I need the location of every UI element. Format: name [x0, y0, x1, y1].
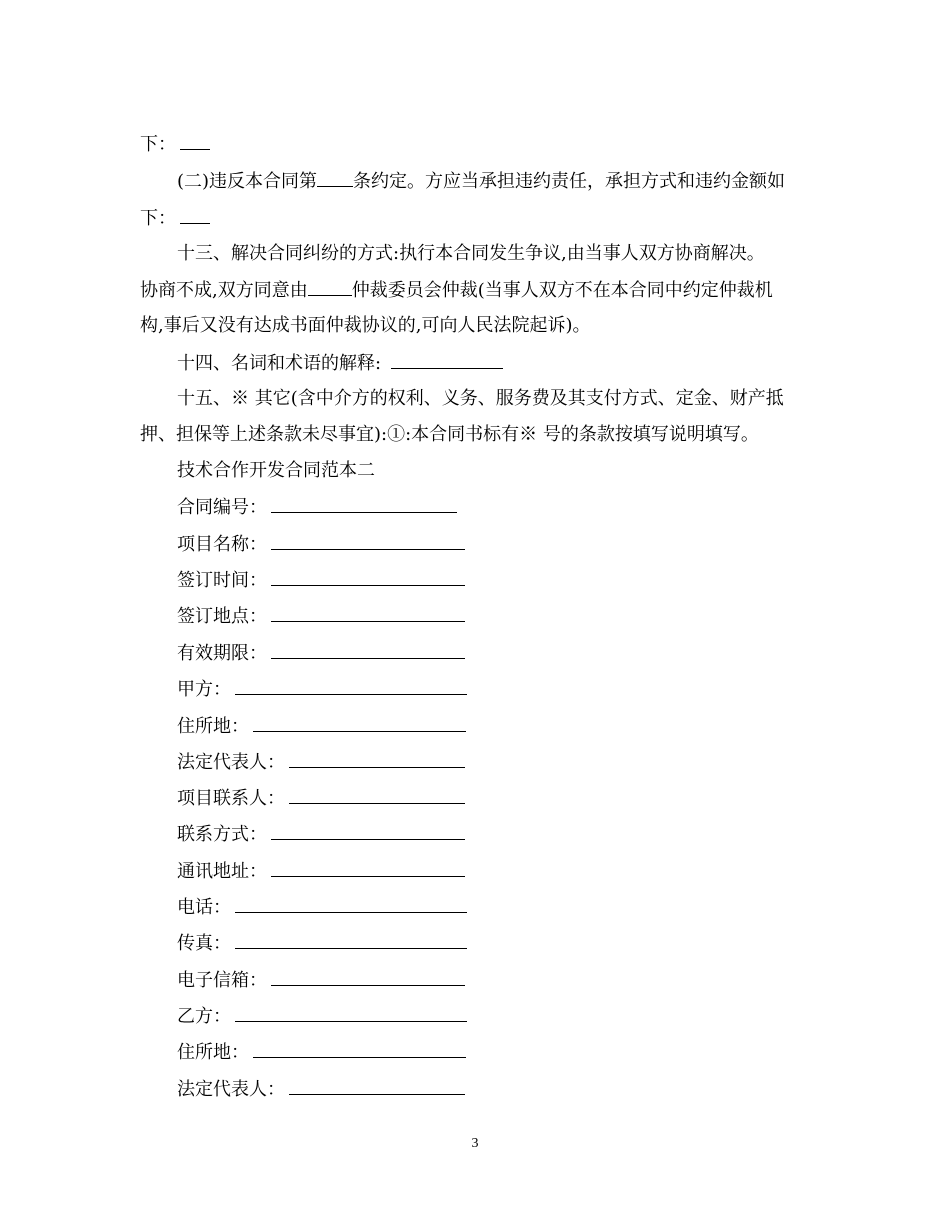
fill-blank	[271, 567, 465, 586]
field-label: 电子信箱：	[177, 970, 267, 991]
fill-blank	[271, 821, 465, 840]
paragraph-line	[177, 241, 765, 267]
form-field-email	[177, 967, 465, 994]
paragraph-line	[177, 386, 784, 412]
section-title	[177, 458, 375, 484]
text-segment: 下：	[140, 208, 176, 229]
field-label: 合同编号：	[177, 497, 267, 518]
form-field-contact-method	[177, 821, 465, 848]
form-field-fax	[177, 930, 467, 957]
field-label: 法定代表人：	[177, 1079, 285, 1100]
fill-blank	[253, 1039, 466, 1058]
form-field-party-b	[177, 1003, 467, 1030]
fill-blank	[271, 640, 465, 659]
field-label: 住所地：	[177, 1042, 249, 1063]
form-field-validity	[177, 640, 465, 667]
fill-blank	[391, 350, 503, 369]
form-field-phone	[177, 894, 467, 921]
fill-blank	[271, 603, 465, 622]
form-field-project-contact	[177, 785, 465, 812]
fill-blank	[271, 967, 465, 986]
text-segment: 协商不成,双方同意由	[140, 280, 308, 301]
text-segment: 押、担保等上述条款未尽事宜):①:本合同书标有※ 号的条款按填写说明填写。	[140, 424, 759, 445]
form-field-legal-rep-b	[177, 1076, 465, 1103]
fill-blank	[317, 168, 353, 187]
field-label: 有效期限：	[177, 643, 267, 664]
paragraph-line	[140, 131, 210, 158]
form-field-mailing-address	[177, 858, 465, 885]
text-segment: 仲裁委员会仲裁(当事人双方不在本合同中约定仲裁机	[351, 280, 773, 301]
field-label: 住所地：	[177, 716, 249, 737]
field-label: 项目联系人：	[177, 788, 285, 809]
text-segment: 技术合作开发合同范本二	[177, 460, 375, 481]
fill-blank	[289, 749, 465, 768]
form-field-address-b	[177, 1039, 466, 1066]
text-segment: 十三、解决合同纠纷的方式:执行本合同发生争议,由当事人双方协商解决。	[177, 243, 765, 264]
fill-blank	[271, 858, 465, 877]
text-segment: 下：	[140, 134, 176, 155]
paragraph-line	[140, 422, 759, 448]
fill-blank	[271, 494, 457, 513]
form-field-project-name	[177, 531, 465, 558]
field-label: 甲方：	[177, 679, 231, 700]
fill-blank	[180, 205, 210, 224]
fill-blank	[271, 531, 465, 550]
field-label: 传真：	[177, 933, 231, 954]
field-label: 乙方：	[177, 1006, 231, 1027]
fill-blank	[253, 713, 466, 732]
field-label: 法定代表人：	[177, 752, 285, 773]
field-label: 签订时间：	[177, 570, 267, 591]
field-label: 项目名称：	[177, 534, 267, 555]
paragraph-line	[177, 168, 785, 195]
text-segment: 条约定。方应当承担违约责任，承担方式和违约金额如	[353, 171, 786, 192]
field-label: 电话：	[177, 897, 231, 918]
text-segment: 十五、※ 其它(含中介方的权利、义务、服务费及其支付方式、定金、财产抵	[177, 388, 784, 409]
paragraph-line	[140, 277, 773, 304]
form-field-sign-time	[177, 567, 465, 594]
page-number: 3	[471, 1136, 479, 1151]
fill-blank	[235, 894, 467, 913]
form-field-address	[177, 713, 466, 740]
text-segment: 构,事后又没有达成书面仲裁协议的,可向人民法院起诉)。	[140, 315, 591, 336]
fill-blank	[235, 1003, 467, 1022]
text-segment: 十四、名词和术语的解释:	[177, 353, 382, 374]
fill-blank	[289, 785, 465, 804]
fill-blank	[289, 1076, 465, 1095]
fill-blank	[308, 277, 352, 296]
form-field-party-a	[177, 676, 467, 703]
paragraph-line	[177, 350, 503, 377]
form-field-contract-number	[177, 494, 457, 521]
fill-blank	[180, 131, 210, 150]
text-segment: (二)违反本合同第	[177, 171, 318, 192]
field-label: 签订地点：	[177, 606, 267, 627]
field-label: 联系方式：	[177, 824, 267, 845]
fill-blank	[235, 676, 467, 695]
form-field-sign-place	[177, 603, 465, 630]
field-label: 通讯地址：	[177, 861, 267, 882]
paragraph-line	[140, 313, 590, 339]
paragraph-line	[140, 205, 210, 232]
form-field-legal-rep	[177, 749, 465, 776]
fill-blank	[235, 930, 467, 949]
